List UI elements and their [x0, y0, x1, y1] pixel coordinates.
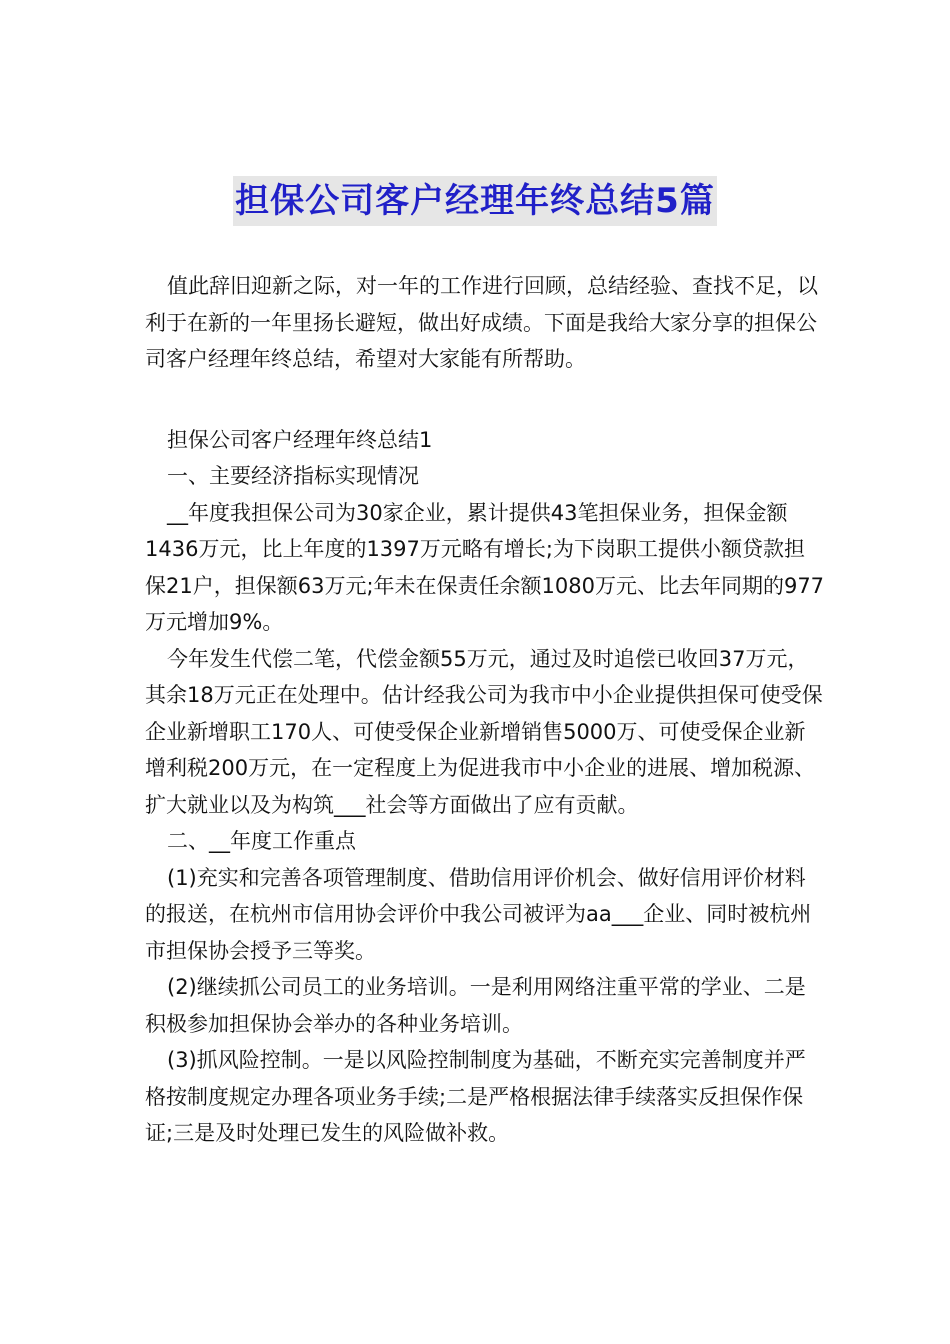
document-title: 担保公司客户经理年终总结5篇 — [233, 176, 717, 226]
work-item-2: (2)继续抓公司员工的业务培训。一是利用网络注重平常的学业、二是积极参加担保协会举办的各种业务培训。 — [145, 975, 806, 1036]
intro-paragraph: 值此辞旧迎新之际，对一年的工作进行回顾，总结经验、查找不足，以利于在新的一年里扬长避短，做出好成绩。下面是我给大家分享的担保公司客户经理年终总结，希望对大家能有所帮助。 — [145, 274, 818, 371]
part1-heading: 一、主要经济指标实现情况 — [167, 464, 419, 488]
section-heading: 担保公司客户经理年终总结1 — [167, 427, 433, 452]
work-item-3: (3)抓风险控制。一是以风险控制制度为基础，不断充实完善制度并严格按制度规定办理各项业务手续;二是严格根据法律手续落实反担保作保证;三是及时处理已发生的风险做补救。 — [145, 1048, 806, 1145]
part1-paragraph-1: __年度我担保公司为30家企业，累计提供43笔担保业务，担保金额1436万元，比上年度的1397万元略有增长;为下岗职工提供小额贷款担保21户，担保额63万元;年未在保责任余额1080万元、比去年同期的977万元增加9%。 — [145, 500, 825, 634]
work-item-1: (1)充实和完善各项管理制度、借助信用评价机会、做好信用评价材料的报送，在杭州市信用协会评价中我公司被评为aa___企业、同时被杭州市担保协会授予三等奖。 — [145, 865, 812, 963]
document-title-wrap — [0, 176, 950, 232]
part2-heading: 二、__年度工作重点 — [167, 829, 356, 853]
document-body — [145, 268, 825, 1152]
part1-paragraph-2: 今年发生代偿二笔，代偿金额55万元，通过及时追偿已收回37万元，其余18万元正在处理中。估计经我公司为我市中小企业提供担保可使受保企业新增职工170人、可使受保企业新增销售5000万、可使受保企业新增利税200万元，在一定程度上为促进我市中小企业的进展、增加税源、扩大就业以及为构筑___社会等方面做出了应有贡献。 — [145, 646, 823, 817]
